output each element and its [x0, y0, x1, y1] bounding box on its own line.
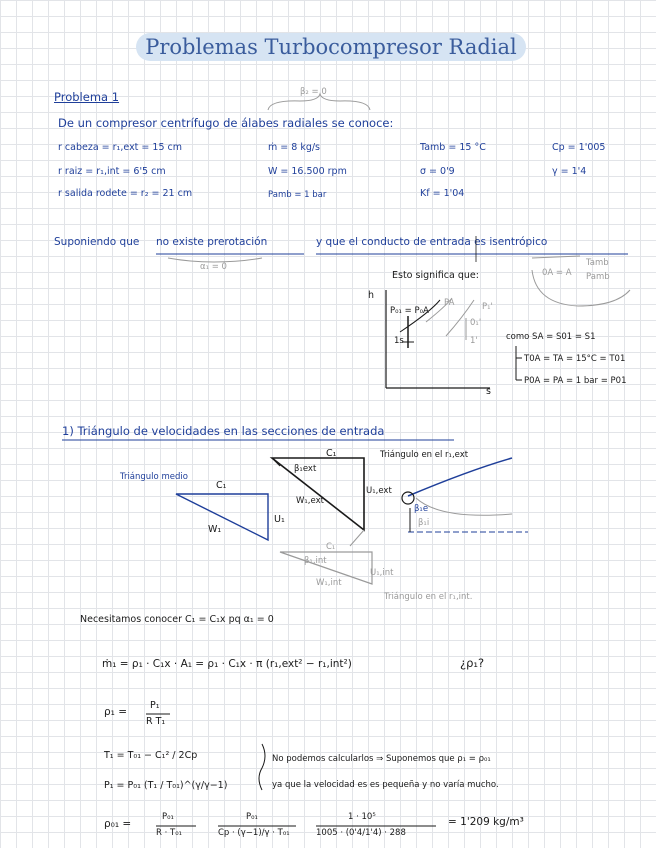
- math-p1-eq: P₁ = P₀₁ (T₁ / T₀₁)^(γ/γ−1): [104, 780, 228, 791]
- math-rho01-f3-num: 1 · 10⁵: [348, 812, 376, 822]
- beta-e: β₁e: [414, 504, 429, 514]
- hs-point01s: 0₁': [470, 318, 482, 328]
- math-t1-eq: T₁ = T₀₁ − C₁² / 2Cp: [104, 750, 198, 761]
- hs-t-line: T0A = TA = 15°C = T01: [524, 354, 626, 364]
- int-label: Triángulo en el r₁,int.: [384, 592, 473, 602]
- medio-c1: C₁: [216, 480, 227, 491]
- math-note2: ya que la velocidad es es pequeña y no varía mucho.: [272, 780, 499, 790]
- math-rho-lhs: ρ₁ =: [104, 706, 128, 718]
- hs-point1s: 1s: [394, 336, 404, 346]
- hs-inlet-tamb: Tamb: [586, 258, 609, 268]
- data-r-raiz: r raiz = r₁,int = 6'5 cm: [58, 166, 166, 177]
- math-rho01-result: = 1'209 kg/m³: [448, 816, 524, 828]
- data-r-salida: r salida rodete = r₂ = 21 cm: [58, 188, 193, 199]
- beta-brace: [268, 94, 370, 110]
- ext-u: U₁,ext: [366, 486, 392, 496]
- math-rho01-f2-num: P₀₁: [246, 812, 258, 822]
- medio-label: Triángulo medio: [120, 472, 188, 482]
- math-rho01-f2-den: Cp · (γ−1)/γ · T₀₁: [218, 828, 290, 838]
- assumption-highlight: no existe prerotación: [156, 236, 268, 248]
- data-m-dot: ṁ = 8 kg/s: [268, 142, 320, 153]
- problem-statement: De un compresor centrífugo de álabes radiales se conoce:: [58, 116, 394, 130]
- hs-p01-label: P₀₁ = P₀A: [390, 306, 429, 316]
- data-sigma: σ = 0'9: [420, 166, 455, 177]
- hs-pa-label: PA: [444, 298, 455, 308]
- int-triangle: [280, 552, 372, 584]
- ext-int-arrow: [350, 530, 364, 546]
- math-note1: No podemos calcularlos ⇒ Suponemos que ρ₁ = ρ₀₁: [272, 754, 491, 764]
- hs-h-axis: h: [368, 290, 375, 301]
- page-title: Problemas Turbocompresor Radial: [136, 33, 526, 61]
- problem-heading: Problema 1: [54, 90, 120, 104]
- math-brace: [259, 744, 265, 790]
- data-w: W = 16.500 rpm: [268, 166, 347, 177]
- hs-como: como SA = S01 = S1: [506, 332, 596, 342]
- math-rho01-f1-den: R · T₀₁: [156, 828, 183, 838]
- assumption-prefix: Suponiendo que: [54, 236, 140, 248]
- ext-triangle: [272, 458, 364, 530]
- math-need: Necesitamos conocer C₁ = C₁x pq α₁ = 0: [80, 614, 274, 625]
- medio-u1: U₁: [274, 514, 285, 525]
- int-w: W₁,int: [316, 578, 342, 588]
- alpha-note: α₁ = 0: [200, 262, 227, 272]
- hs-inlet-a: 0A = A: [542, 268, 572, 278]
- blade-inner: [416, 498, 512, 515]
- math-rho-num: P₁: [150, 700, 160, 711]
- data-gamma: γ = 1'4: [552, 166, 587, 177]
- int-beta: β₁,int: [304, 556, 327, 566]
- ext-w: W₁,ext: [296, 496, 324, 506]
- beta-annotation: β₂ = 0: [300, 87, 327, 97]
- ext-label: Triángulo en el r₁,ext: [380, 450, 469, 460]
- prerotation-brace: [168, 258, 262, 262]
- math-rho01-f1-num: P₀₁: [162, 812, 174, 822]
- hs-isobar-p1: [446, 300, 474, 336]
- math-mdot-eq: ṁ₁ = ρ₁ · C₁x · A₁ = ρ₁ · C₁x · π (r₁,ext² − r₁,int²): [102, 658, 352, 670]
- data-r-cabeza: r cabeza = r₁,ext = 15 cm: [58, 142, 182, 153]
- medio-w1: W₁: [208, 524, 222, 535]
- beta-i: β₁i: [418, 518, 430, 528]
- data-kf: Kf = 1'04: [420, 188, 465, 199]
- hs-point1p: 1': [470, 336, 478, 346]
- hs-inlet-sketch: [532, 270, 630, 306]
- ext-angle-mark: [272, 458, 280, 466]
- hs-p1-label: P₁': [482, 302, 493, 312]
- blade-point-ext: [402, 492, 414, 504]
- int-c1: C₁: [326, 542, 336, 552]
- data-p-amb: Pamb = 1 bar: [268, 190, 327, 200]
- blade-curve: [408, 458, 512, 496]
- ext-beta: β₁ext: [294, 464, 317, 474]
- math-rho01-f3-den: 1005 · (0'4/1'4) · 288: [316, 828, 406, 838]
- int-u: U₁,int: [370, 568, 394, 578]
- data-t-amb: Tamb = 15 °C: [420, 142, 486, 153]
- math-rho01-lhs: ρ₀₁ =: [104, 818, 132, 830]
- math-rho-den: R T₁: [146, 716, 166, 727]
- hs-inlet-top: [532, 256, 580, 258]
- hs-s-axis: s: [486, 386, 491, 397]
- ext-c1: C₁: [326, 448, 337, 459]
- math-rho-question: ¿ρ₁?: [460, 656, 485, 670]
- medio-triangle: [176, 494, 268, 540]
- hs-arrows: [516, 346, 522, 380]
- hs-label: Esto significa que:: [392, 270, 479, 281]
- hs-p-line: P0A = PA = 1 bar = P01: [524, 376, 627, 386]
- data-cp: Cp = 1'005: [552, 142, 606, 153]
- hs-inlet-pamb: Pamb: [586, 272, 610, 282]
- assumption-suffix: y que el conducto de entrada es isentrópico: [316, 236, 548, 248]
- section1-heading: 1) Triángulo de velocidades en las secciones de entrada: [62, 424, 385, 438]
